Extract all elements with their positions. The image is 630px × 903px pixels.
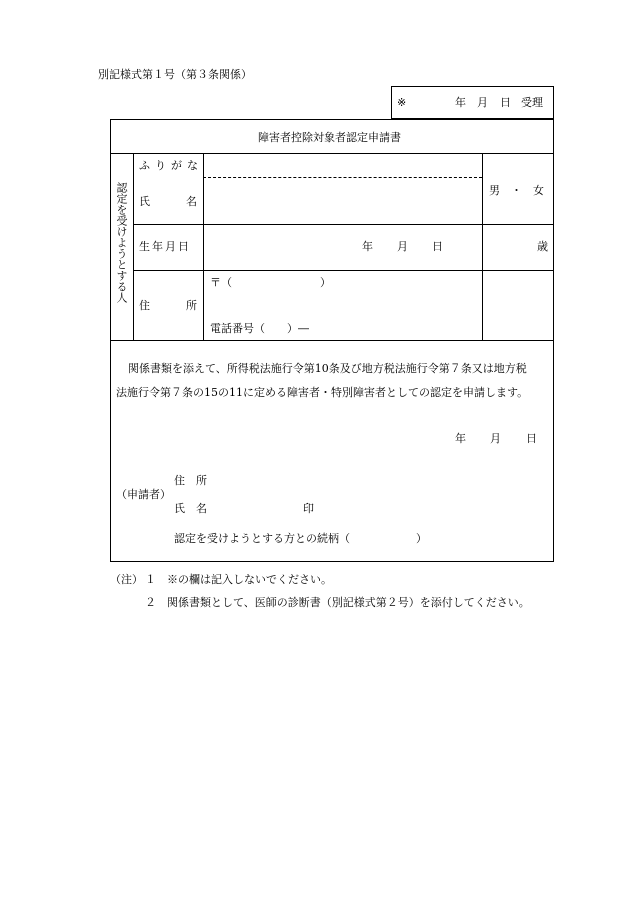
birth-year: 年 [362, 240, 373, 253]
notes-prefix: （注） [110, 573, 143, 586]
statement-line-1: 関係書類を添えて、所得税法施行令第10条及び地方税法施行令第７条又は地方税 [128, 362, 527, 375]
receipt-month: 月 [477, 96, 488, 109]
divider-birth [133, 270, 554, 271]
date-day: 日 [526, 432, 537, 445]
age-unit: 歳 [537, 240, 548, 253]
applicant-address-label: 住 所 [174, 474, 207, 487]
divider-label [203, 153, 204, 340]
divider-title [110, 153, 554, 154]
receipt-label: 受理 [521, 96, 543, 109]
receipt-day: 日 [500, 96, 511, 109]
birth-day: 日 [432, 240, 443, 253]
furigana-label: ふりがな [139, 159, 203, 172]
birth-month: 月 [397, 240, 408, 253]
address-label-1: 住 [139, 299, 150, 312]
applicant-label: （申請者） [116, 488, 171, 501]
statement-line-2: 法施行令第７条の15の11に定める障害者・特別障害者としての認定を申請します。 [116, 386, 529, 399]
phone-field[interactable]: 電話番号（ ）― [210, 322, 309, 335]
date-year: 年 [455, 432, 466, 445]
form-title: 障害者控除対象者認定申請書 [258, 131, 401, 144]
divider-section [133, 153, 134, 340]
name-label-2: 名 [186, 195, 197, 208]
gender-field[interactable]: 男 ・ 女 [489, 184, 544, 197]
address-label-2: 所 [186, 299, 197, 312]
relation-field[interactable]: 認定を受けようとする方との続柄（ ） [174, 532, 427, 545]
name-label-1: 氏 [139, 195, 150, 208]
date-month: 月 [490, 432, 501, 445]
seal-mark: 印 [303, 502, 314, 515]
receipt-year: 年 [455, 96, 466, 109]
form-label: 別記様式第１号（第３条関係） [98, 68, 252, 81]
note-2-text: 関係書類として、医師の診断書（別記様式第２号）を添付してください。 [167, 596, 530, 609]
divider-furigana [203, 177, 482, 178]
divider-right [482, 153, 483, 340]
note-2-number: ２ [145, 596, 156, 609]
section-label: 認定を受けようとする人 [115, 182, 128, 303]
note-1-text: ※の欄は記入しないでください。 [167, 573, 332, 586]
postal-field[interactable]: 〒（ ） [210, 276, 331, 289]
applicant-name-label: 氏 名 [174, 502, 207, 515]
birth-label: 生年月日 [139, 240, 191, 253]
divider-address [110, 340, 554, 341]
divider-name [133, 224, 554, 225]
note-1-number: １ [145, 573, 156, 586]
receipt-mark: ※ [397, 96, 407, 109]
